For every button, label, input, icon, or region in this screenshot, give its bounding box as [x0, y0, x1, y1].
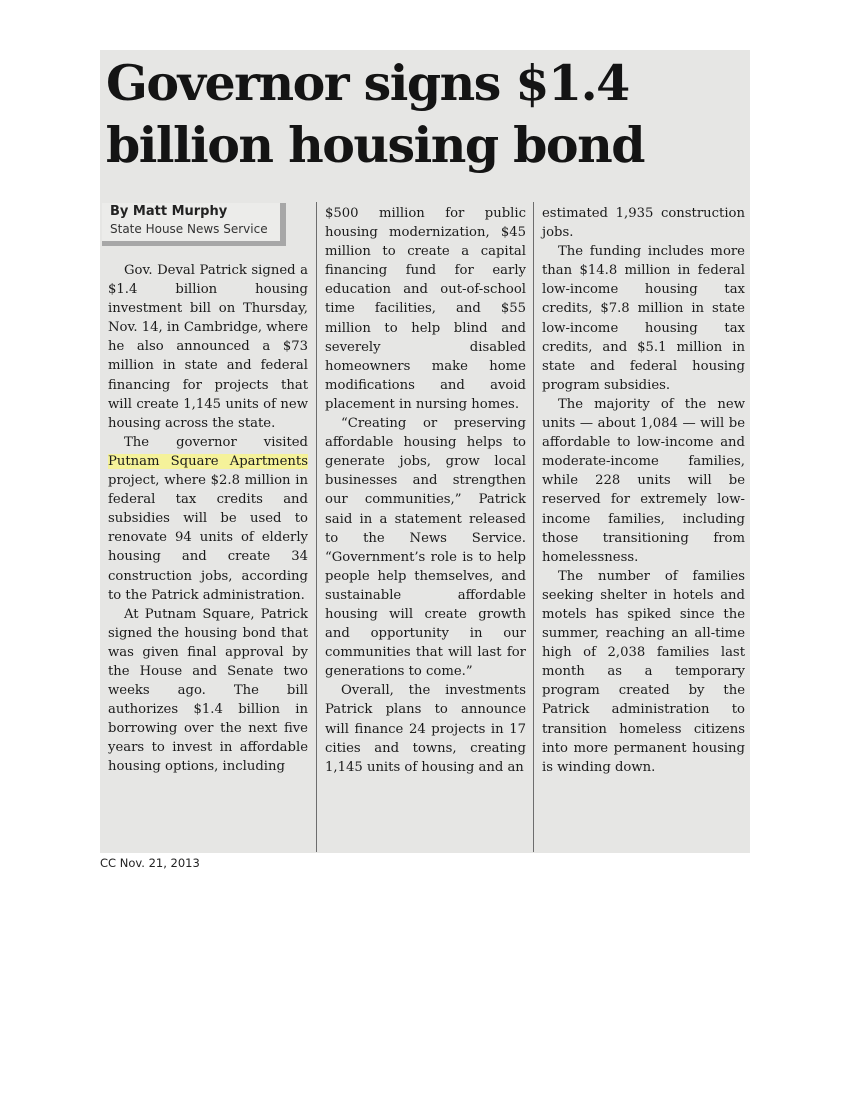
article-column-1 — [108, 261, 308, 777]
column1-paragraph-1: Gov. Deval Patrick signed a $1.4 billion housing investment bill on Thursday, Nov. 14, in Cambridge, where he also announced a $73 million in state and federal financing for projects that will create 1,145 units of new housing across the state. — [108, 263, 309, 431]
column3-paragraph-4: The number of families seeking shelter in hotels and motels has spiked since the summer, reaching an all-time high of 2,038 families last month as a temporary program created by the Patrick administration to transition homeless citizens into more permanent housing is winding down. — [542, 568, 745, 775]
column2-paragraph-3: Overall, the investments Patrick plans to announce will finance 24 projects in 17 cities and towns, creating 1,145 units of housing and an — [325, 683, 526, 775]
column1-paragraph-2 — [108, 433, 308, 605]
column3-paragraph-1: estimated 1,935 construction jobs. — [542, 206, 745, 241]
column-divider-1 — [316, 202, 317, 852]
column3-paragraph-2: The funding includes more than $14.8 million in federal low-income housing tax credits, $7.8 million in state low-income housing tax credits, and $5.1 million in state and federal housing program subsidies. — [542, 244, 745, 393]
highlighted-text: Putnam Square Apartments — [108, 453, 308, 469]
byline-author: By Matt Murphy — [110, 204, 228, 219]
byline-box — [102, 203, 286, 246]
byline-inner — [102, 203, 280, 241]
article-column-2 — [325, 204, 526, 777]
column2-paragraph-1: $500 million for public housing modernization, $45 million to create a capital financing fund for early education and out-of-school time facilities, and $55 million to help blind and severely disabled homeowners make home modifications and avoid placement in nursing homes. — [325, 206, 526, 412]
column-divider-2 — [533, 202, 534, 852]
column1-paragraph-2-lead: The governor visited — [124, 434, 308, 450]
column3-paragraph-3: The majority of the new units — about 1,084 — will be affordable to low-income and moderate-income families, while 228 units will be reserved for extremely low-income families, including those transitioning from homelessness. — [542, 396, 745, 565]
column2-paragraph-2: “Creating or preserving affordable housing helps to generate jobs, grow local businesses and strengthen our communities,” Patrick said in a statement released to the News Service. “Government’s role is to help people help themselves, and sustainable affordable housing will create growth and opportunity in our communities that will last for generations to come.” — [325, 416, 526, 680]
column1-paragraph-3: At Putnam Square, Patrick signed the housing bond that was given final approval by the House and Senate two weeks ago. The bill authorizes $1.4 billion in borrowing over the next five years to invest in affordable housing options, including — [108, 606, 308, 775]
headline-line-1: Governor signs $1.4 — [106, 54, 629, 112]
newspaper-clipping — [100, 50, 750, 853]
article-column-3 — [542, 204, 745, 777]
headline — [106, 52, 746, 176]
byline-service: State House News Service — [110, 222, 268, 236]
column1-paragraph-2-rest: project, where $2.8 million in federal tax credits and subsidies will be used to renovate 94 units of elderly housing and create 34 construction jobs, according to the Patrick administration. — [108, 473, 308, 603]
clipping-caption: CC Nov. 21, 2013 — [100, 856, 200, 870]
headline-line-2: billion housing bond — [106, 116, 644, 174]
